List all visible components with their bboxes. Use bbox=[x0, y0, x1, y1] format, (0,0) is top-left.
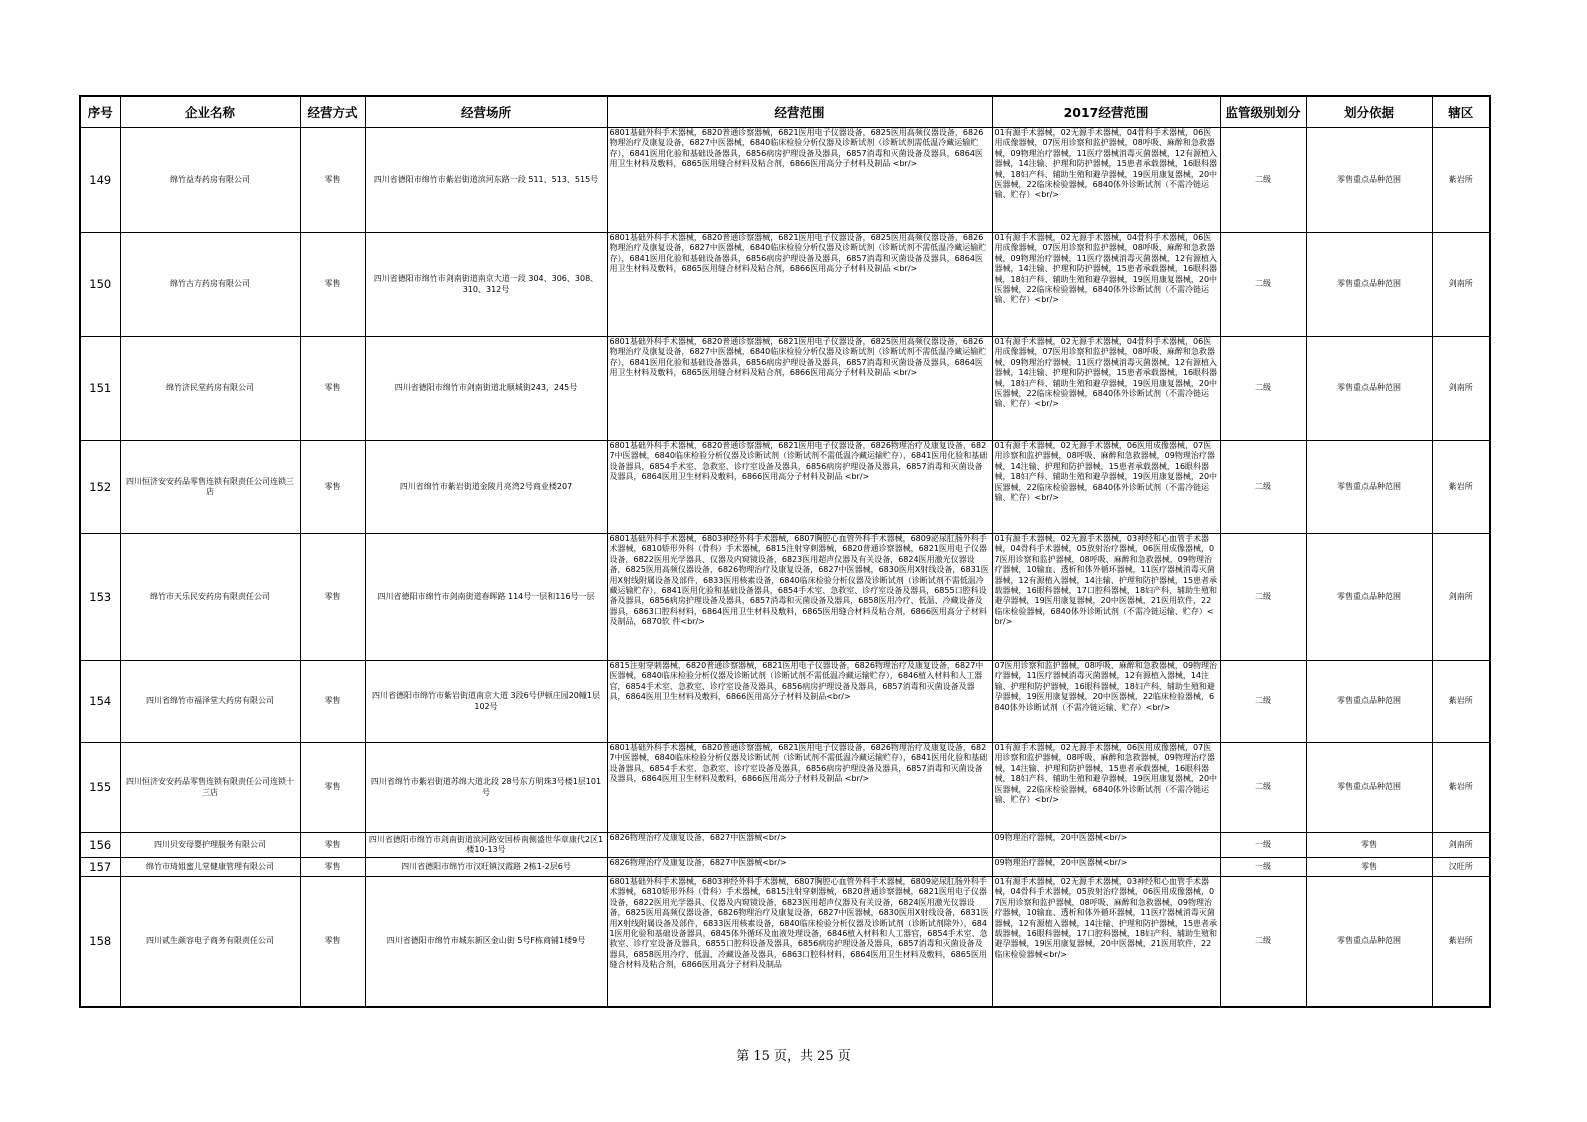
district: 剑南所 bbox=[1432, 534, 1490, 661]
cell-text: 6801基础外科手术器械，6820普通诊察器械，6821医用电子仪器设备，6825医用高频仪器设备，6826物理治疗及康复设备，6827中医器械，6840临床检验分析仪器及诊断试剂（诊断试剂不需低温冷藏运输贮存），6841医用化验和基础设备器具，6856病房护理设备及器具，6857消毒和灭菌设备及器具，6864医用卫生材料及敷料，6865医用缝合材料及粘合剂，6866医用高分子材料及制品 <br/> bbox=[609, 233, 987, 274]
classification-basis: 零售重点品种范围 bbox=[1306, 337, 1432, 441]
cell-text: 6801基础外科手术器械，6820普通诊察器械，6821医用电子仪器设备，6826物理治疗及康复设备，6827中医器械，6840临床检验分析仪器及诊断试剂（诊断试剂不需低温冷藏运输贮存），6841医用化验和基础设备器具，6854手术室、急救室、诊疗室设备及器具，6856病房护理设备及器具，6857消毒和灭菌设备及器具，6864医用卫生材料及敷料，6866医用高分子材料及制品 <br/> bbox=[609, 743, 988, 784]
row-number: 157 bbox=[80, 858, 120, 877]
cell-text: 01有源手术器械，02无源手术器械，03神经和心血管手术器械，04骨科手术器械，05放射治疗器械，06医用成像器械，07医用诊察和监护器械，08呼吸、麻醉和急救器械，09物理治疗器械，10输血、透析和体外循环器械，11医疗器械消毒灭菌器械，12有源植入器械，14注输、护理和防护器械，15患者承载器械，16眼科器械，17口腔科器械，18妇产科、辅助生殖和避孕器械，19医用康复器械，20中医器械，21医用软件，22临床检验器械，6840体外诊断试剂（不需冷链运输、贮存）<br/> bbox=[994, 534, 1218, 627]
classification-basis: 零售重点品种范围 bbox=[1306, 877, 1432, 1007]
business-scope bbox=[607, 661, 992, 743]
classification-basis: 零售重点品种范围 bbox=[1306, 233, 1432, 337]
cell-text: 6801基础外科手术器械，6820普通诊察器械，6821医用电子仪器设备，6826物理治疗及康复设备，6827中医器械，6840临床检验分析仪器及诊断试剂（诊断试剂不需低温冷藏运输贮存），6841医用化验和基础设备器具，6854手术室、急救室、诊疗室设备及器具，6856病房护理设备及器具，6857消毒和灭菌设备及器具，6864医用卫生材料及敷料，6866医用高分子材料及制品 <br/> bbox=[609, 441, 988, 482]
table-row bbox=[80, 534, 1490, 661]
row-number: 156 bbox=[80, 833, 120, 858]
business-scope bbox=[607, 534, 992, 661]
business-scope-2017 bbox=[992, 337, 1220, 441]
business-address: 四川省德阳市绵竹市剑南街道春晖路 114号一层和116号一层 bbox=[365, 534, 607, 661]
cell-text: 09物理治疗器械，20中医器械<br/> bbox=[994, 833, 1128, 842]
district: 紫岩所 bbox=[1432, 128, 1490, 233]
header-address: 经营场所 bbox=[365, 96, 607, 128]
row-number: 158 bbox=[80, 877, 120, 1007]
supervision-level: 二级 bbox=[1220, 534, 1306, 661]
business-scope bbox=[607, 833, 992, 858]
enterprise-name: 绵竹济民堂药房有限公司 bbox=[120, 337, 300, 441]
enterprise-name: 四川贝安母婴护理服务有限公司 bbox=[120, 833, 300, 858]
header-scope: 经营范围 bbox=[607, 96, 992, 128]
header-district: 辖区 bbox=[1432, 96, 1490, 128]
business-address: 四川省德阳市绵竹市剑南街道南京大道一段 304、306、308、310、312号 bbox=[365, 233, 607, 337]
cell-text: 01有源手术器械，02无源手术器械，04骨科手术器械，06医用成像器械，07医用诊察和监护器械，08呼吸、麻醉和急救器械，09物理治疗器械，11医疗器械消毒灭菌器械，12有源植入器械，14注输、护理和防护器械，15患者承载器械，16眼科器械，18妇产科、辅助生殖和避孕器械，19医用康复器械，20中医器械，22临床检验器械，6840体外诊断试剂（不需冷链运输、贮存）<br/> bbox=[994, 128, 1218, 200]
business-mode: 零售 bbox=[300, 128, 365, 233]
header-no: 序号 bbox=[80, 96, 120, 128]
business-address: 四川省绵竹市紫岩街道金陵月亮湾2号商业楼207 bbox=[365, 441, 607, 534]
business-mode: 零售 bbox=[300, 661, 365, 743]
cell-text: 01有源手术器械，02无源手术器械，06医用成像器械，07医用诊察和监护器械，08呼吸、麻醉和急救器械，09物理治疗器械，14注输、护理和防护器械，15患者承载器械，16眼科器械，18妇产科、辅助生殖和避孕器械，19医用康复器械，20中医器械，22临床检验器械，6840体外诊断试剂（不需冷链运输、贮存）<br/> bbox=[994, 743, 1218, 805]
business-scope bbox=[607, 441, 992, 534]
business-address: 四川省德阳市绵竹市汉旺镇汉霞路 2栋1-2层6号 bbox=[365, 858, 607, 877]
supervision-level: 二级 bbox=[1220, 233, 1306, 337]
cell-text: 01有源手术器械，02无源手术器械，04骨科手术器械，06医用成像器械，07医用诊察和监护器械，08呼吸、麻醉和急救器械，09物理治疗器械，11医疗器械消毒灭菌器械，12有源植入器械，14注输、护理和防护器械，15患者承载器械，16眼科器械，18妇产科、辅助生殖和避孕器械，19医用康复器械，20中医器械，22临床检验器械，6840体外诊断试剂（不需冷链运输、贮存）<br/> bbox=[994, 337, 1218, 409]
classification-basis: 零售重点品种范围 bbox=[1306, 534, 1432, 661]
district: 紫岩所 bbox=[1432, 877, 1490, 1007]
table-row bbox=[80, 743, 1490, 833]
classification-basis: 零售重点品种范围 bbox=[1306, 661, 1432, 743]
cell-text: 6801基础外科手术器械，6820普通诊察器械，6821医用电子仪器设备，6825医用高频仪器设备，6826物理治疗及康复设备，6827中医器械，6840临床检验分析仪器及诊断试剂（诊断试剂不需低温冷藏运输贮存），6841医用化验和基础设备器具，6856病房护理设备及器具，6857消毒和灭菌设备及器具，6864医用卫生材料及敷料，6865医用缝合材料及粘合剂，6866医用高分子材料及制品 <br/> bbox=[609, 337, 987, 378]
enterprise-name: 绵竹市天乐民安药房有限责任公司 bbox=[120, 534, 300, 661]
district: 紫岩所 bbox=[1432, 661, 1490, 743]
header-scope-2017: 2017经营范围 bbox=[992, 96, 1220, 128]
business-scope-2017 bbox=[992, 534, 1220, 661]
enterprise-name: 绵竹市琦姐蜜儿堂健康管理有限公司 bbox=[120, 858, 300, 877]
classification-basis: 零售重点品种范围 bbox=[1306, 743, 1432, 833]
supervision-level: 二级 bbox=[1220, 337, 1306, 441]
supervision-level: 一级 bbox=[1220, 858, 1306, 877]
cell-text: 6801基础外科手术器械，6803神经外科手术器械，6807胸腔心血管外科手术器械，6809泌尿肛肠外科手术器械，6810矫形外科（骨科）手术器械，6815注射穿刺器械，6820普通诊察器械，6821医用电子仪器设备，6822医用光学器具、仪器及内窥镜设备，6823医用超声仪器及有关设备，6824医用激光仪器设备，6825医用高频仪器设备，6826物理治疗及康复设备，6827中医器械，6830医用X射线设备，6831医用X射线附属设备及部件，6833医用核素设备，6840临床检验分析仪器及诊断试剂（诊断试剂除外），6841医用化验和基础设备器具，6845体外循环及血液处理设备，6846植入材料和人工器官，6854手术室、急救室、诊疗室设备及器具，6855口腔科设备及器具，6856病房护理设备及器具，6857消毒和灭菌设备及器具，6858医用冷疗、低温、冷藏设备及器具，6863口腔科材料，6864医用卫生材料及敷料，6865医用缝合材料及粘合剂，6866医用高分子材料及制品 bbox=[609, 877, 989, 970]
business-scope bbox=[607, 877, 992, 1007]
district: 剑南所 bbox=[1432, 233, 1490, 337]
business-scope-2017 bbox=[992, 858, 1220, 877]
classification-basis: 零售重点品种范围 bbox=[1306, 441, 1432, 534]
district: 紫岩所 bbox=[1432, 743, 1490, 833]
district: 汉旺所 bbox=[1432, 858, 1490, 877]
table-row bbox=[80, 877, 1490, 1007]
enterprise-name: 四川恒济安安药品零售连锁有限责任公司连锁三店 bbox=[120, 441, 300, 534]
table-row bbox=[80, 128, 1490, 233]
business-mode: 零售 bbox=[300, 877, 365, 1007]
business-mode: 零售 bbox=[300, 833, 365, 858]
business-address: 四川省德阳市绵竹市紫岩街道滨河东路一段 511、513、515号 bbox=[365, 128, 607, 233]
table-row bbox=[80, 337, 1490, 441]
classification-basis: 零售 bbox=[1306, 858, 1432, 877]
enterprise-name: 绵竹古方药房有限公司 bbox=[120, 233, 300, 337]
header-mode: 经营方式 bbox=[300, 96, 365, 128]
business-address: 四川省德阳市绵竹市紫岩街道南京大道 3段6号伊顿庄园20幢1层102号 bbox=[365, 661, 607, 743]
district: 紫岩所 bbox=[1432, 441, 1490, 534]
business-scope bbox=[607, 233, 992, 337]
cell-text: 01有源手术器械，02无源手术器械，06医用成像器械，07医用诊察和监护器械，08呼吸、麻醉和急救器械，09物理治疗器械，14注输、护理和防护器械，15患者承载器械，16眼科器械，18妇产科、辅助生殖和避孕器械，19医用康复器械，20中医器械，22临床检验器械，6840体外诊断试剂（不需冷链运输、贮存）<br/> bbox=[994, 441, 1218, 503]
business-scope bbox=[607, 858, 992, 877]
cell-text: 6801基础外科手术器械，6820普通诊察器械，6821医用电子仪器设备，6825医用高频仪器设备，6826物理治疗及康复设备，6827中医器械，6840临床检验分析仪器及诊断试剂（诊断试剂需低温冷藏运输贮存），6841医用化验和基础设备器具，6856病房护理设备及器具，6857消毒和灭菌设备及器具，6864医用卫生材料及敷料，6865医用缝合材料及粘合剂，6866医用高分子材料及制品 <br/> bbox=[609, 128, 984, 169]
supervision-level: 二级 bbox=[1220, 877, 1306, 1007]
business-mode: 零售 bbox=[300, 743, 365, 833]
cell-text: 6815注射穿刺器械，6820普通诊察器械，6821医用电子仪器设备，6826物理治疗及康复设备，6827中医器械，6840临床检验分析仪器及诊断试剂（诊断试剂不需低温冷藏运输贮存），6846植入材料和人工器官，6854手术室、急救室、诊疗室设备及器具，6856病房护理设备及器具，6857消毒和灭菌设备及器具，6864医用卫生材料及敷料，6866医用高分子材料及制品<br/> bbox=[609, 661, 984, 702]
supervision-level: 二级 bbox=[1220, 441, 1306, 534]
business-mode: 零售 bbox=[300, 337, 365, 441]
business-address: 四川省德阳市绵竹市剑南街道北顺城街243，245号 bbox=[365, 337, 607, 441]
header-row bbox=[80, 96, 1490, 128]
table-row bbox=[80, 833, 1490, 858]
business-scope-2017 bbox=[992, 833, 1220, 858]
cell-text: 01有源手术器械，02无源手术器械，03神经和心血管手术器械，04骨科手术器械，05放射治疗器械，06医用成像器械，07医用诊察和监护器械，08呼吸、麻醉和急救器械，09物理治疗器械，10输血、透析和体外循环器械，11医疗器械消毒灭菌器械，12有源植入器械，14注输、护理和防护器械，15患者承载器械，16眼科器械，17口腔科器械，18妇产科、辅助生殖和避孕器械，19医用康复器械，20中医器械，21医用软件，22临床检验器械<br/> bbox=[994, 877, 1218, 959]
row-number: 149 bbox=[80, 128, 120, 233]
business-scope-2017 bbox=[992, 743, 1220, 833]
enterprise-table bbox=[79, 95, 1491, 1008]
business-scope bbox=[607, 337, 992, 441]
district: 剑南所 bbox=[1432, 833, 1490, 858]
business-mode: 零售 bbox=[300, 233, 365, 337]
business-mode: 零售 bbox=[300, 441, 365, 534]
business-scope-2017 bbox=[992, 233, 1220, 337]
cell-text: 07医用诊察和监护器械，08呼吸、麻醉和急救器械，09物理治疗器械，11医疗器械消毒灭菌器械，12有源植入器械，14注输、护理和防护器械，16眼科器械，18妇产科、辅助生殖和避孕器械，19医用康复器械，20中医器械，22临床检验器械，6840体外诊断试剂（不需冷链运输、贮存）<br/> bbox=[994, 661, 1218, 712]
classification-basis: 零售 bbox=[1306, 833, 1432, 858]
enterprise-name: 四川恒济安安药品零售连锁有限责任公司连锁十三店 bbox=[120, 743, 300, 833]
header-basis: 划分依据 bbox=[1306, 96, 1432, 128]
row-number: 152 bbox=[80, 441, 120, 534]
cell-text: 09物理治疗器械，20中医器械<br/> bbox=[994, 858, 1128, 867]
business-mode: 零售 bbox=[300, 534, 365, 661]
district: 剑南所 bbox=[1432, 337, 1490, 441]
business-address: 四川省德阳市绵竹市城东新区金山街 5号F栋商铺1楼9号 bbox=[365, 877, 607, 1007]
business-scope-2017 bbox=[992, 661, 1220, 743]
cell-text: 6801基础外科手术器械，6803神经外科手术器械，6807胸腔心血管外科手术器械，6809泌尿肛肠外科手术器械，6810矫形外科（骨科）手术器械，6815注射穿刺器械，6820普通诊察器械，6821医用电子仪器设备，6822医用光学器具、仪器及内窥镜设备，6823医用超声仪器及有关设备，6824医用激光仪器设备，6825医用高频仪器设备，6826物理治疗及康复设备，6827中医器械，6830医用X射线设备，6831医用X射线附属设备及部件，6833医用核素设备，6840临床检验分析仪器及诊断试剂（诊断试剂不需低温冷藏运输贮存），6841医用化验和基础设备器具，6854手术室、急救室、诊疗室设备及器具，6855口腔科设备及器具，6856病房护理设备及器具，6857消毒和灭菌设备及器具，6858医用冷疗、低温、冷藏设备及器具，6863口腔科材料，6864医用卫生材料及敷料，6865医用缝合材料及粘合剂，6866医用高分子材料及制品，6870软 件<br/> bbox=[609, 534, 989, 627]
page-footer: 第 15 页，共 25 页 bbox=[736, 1049, 851, 1064]
supervision-level: 一级 bbox=[1220, 833, 1306, 858]
cell-text: 01有源手术器械，02无源手术器械，04骨科手术器械，06医用成像器械，07医用诊察和监护器械，08呼吸、麻醉和急救器械，09物理治疗器械，11医疗器械消毒灭菌器械，12有源植入器械，14注输、护理和防护器械，15患者承载器械，16眼科器械，18妇产科、辅助生殖和避孕器械，19医用康复器械，20中医器械，22临床检验器械，6840体外诊断试剂（不需冷链运输、贮存）<br/> bbox=[994, 233, 1218, 305]
supervision-level: 二级 bbox=[1220, 128, 1306, 233]
row-number: 150 bbox=[80, 233, 120, 337]
supervision-level: 二级 bbox=[1220, 743, 1306, 833]
business-address: 四川省绵竹市紫岩街道苏绵大道北段 28号东方明珠3号楼1层101号 bbox=[365, 743, 607, 833]
enterprise-name: 四川省绵竹市福泽堂大药房有限公司 bbox=[120, 661, 300, 743]
classification-basis: 零售重点品种范围 bbox=[1306, 128, 1432, 233]
business-address: 四川省德阳市绵竹市剑南街道滨河路安国桥南侧盛世华章康代2区1楼10-13号 bbox=[365, 833, 607, 858]
cell-text: 6826物理治疗及康复设备，6827中医器械<br/> bbox=[609, 833, 787, 842]
row-number: 155 bbox=[80, 743, 120, 833]
row-number: 151 bbox=[80, 337, 120, 441]
business-scope-2017 bbox=[992, 877, 1220, 1007]
business-mode: 零售 bbox=[300, 858, 365, 877]
table-row bbox=[80, 661, 1490, 743]
business-scope bbox=[607, 743, 992, 833]
supervision-level: 二级 bbox=[1220, 661, 1306, 743]
business-scope-2017 bbox=[992, 441, 1220, 534]
enterprise-name: 四川贰生颜容电子商务有限责任公司 bbox=[120, 877, 300, 1007]
table-row bbox=[80, 858, 1490, 877]
row-number: 153 bbox=[80, 534, 120, 661]
business-scope-2017 bbox=[992, 128, 1220, 233]
enterprise-name: 绵竹益寿药房有限公司 bbox=[120, 128, 300, 233]
table-row bbox=[80, 233, 1490, 337]
header-name: 企业名称 bbox=[120, 96, 300, 128]
table-row bbox=[80, 441, 1490, 534]
cell-text: 6826物理治疗及康复设备，6827中医器械<br/> bbox=[609, 858, 787, 867]
header-level: 监管级别划分 bbox=[1220, 96, 1306, 128]
row-number: 154 bbox=[80, 661, 120, 743]
business-scope bbox=[607, 128, 992, 233]
